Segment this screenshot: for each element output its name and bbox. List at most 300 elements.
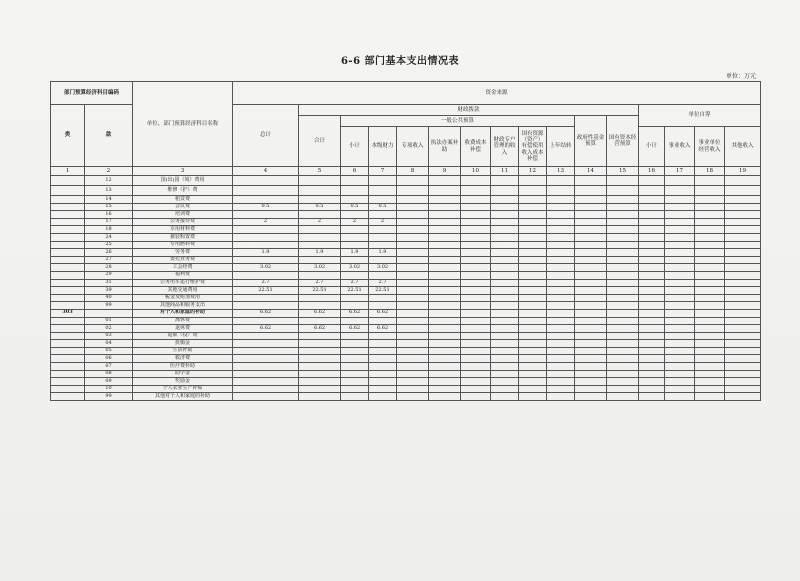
item-code-cell: 26 <box>85 249 133 257</box>
empty-cell <box>575 309 607 317</box>
unit-label: 单位：万元 <box>725 73 756 80</box>
empty-cell <box>725 325 761 333</box>
empty-cell <box>695 294 725 302</box>
empty-cell <box>429 332 461 340</box>
amount-cell: 2.7 <box>341 279 369 287</box>
empty-cell <box>429 363 461 371</box>
empty-cell <box>429 233 461 241</box>
empty-cell <box>695 385 725 393</box>
empty-cell <box>461 226 491 234</box>
empty-cell <box>547 249 575 257</box>
empty-cell <box>665 355 695 363</box>
item-name-cell: 生活补助 <box>133 347 233 355</box>
empty-cell <box>491 279 519 287</box>
empty-cell <box>547 332 575 340</box>
empty-cell <box>491 393 519 401</box>
amount-cell <box>299 340 341 348</box>
empty-cell <box>607 233 639 241</box>
table-row <box>51 233 761 241</box>
empty-cell <box>519 393 547 401</box>
empty-cell <box>639 241 665 249</box>
empty-cell <box>665 176 695 186</box>
empty-cell <box>575 294 607 302</box>
empty-cell <box>607 340 639 348</box>
empty-cell <box>397 211 429 219</box>
column-number: 5 <box>299 167 341 176</box>
amount-cell: 22.51 <box>233 287 299 295</box>
item-name-cell: 维修（护）费 <box>133 186 233 196</box>
empty-cell <box>725 271 761 279</box>
empty-cell <box>429 378 461 386</box>
amount-cell <box>341 186 369 196</box>
empty-cell <box>519 211 547 219</box>
empty-cell <box>547 325 575 333</box>
empty-cell <box>519 241 547 249</box>
empty-cell <box>429 393 461 401</box>
class-code-cell <box>51 271 85 279</box>
empty-cell <box>547 370 575 378</box>
amount-cell <box>341 196 369 204</box>
table-row <box>51 294 761 302</box>
empty-cell <box>639 256 665 264</box>
empty-cell <box>461 385 491 393</box>
empty-cell <box>491 264 519 272</box>
amount-cell <box>233 317 299 325</box>
empty-cell <box>607 249 639 257</box>
column-number: 8 <box>397 167 429 176</box>
item-code-cell: 40 <box>85 294 133 302</box>
header-biz-unit: 事业单位经营收入 <box>695 127 725 167</box>
empty-cell <box>607 287 639 295</box>
empty-cell <box>429 355 461 363</box>
empty-cell <box>461 294 491 302</box>
item-name-cell: 劳务费 <box>133 249 233 257</box>
header-state-capital: 国有资本经营预算 <box>607 116 639 167</box>
empty-cell <box>695 186 725 196</box>
empty-cell <box>547 393 575 401</box>
table-row <box>51 211 761 219</box>
empty-cell <box>665 317 695 325</box>
empty-cell <box>725 279 761 287</box>
empty-cell <box>491 233 519 241</box>
empty-cell <box>519 176 547 186</box>
item-name-cell: 租赁费 <box>133 196 233 204</box>
empty-cell <box>429 385 461 393</box>
empty-cell <box>695 325 725 333</box>
empty-cell <box>639 186 665 196</box>
column-number: 2 <box>85 167 133 176</box>
empty-cell <box>695 340 725 348</box>
item-code-cell: 28 <box>85 264 133 272</box>
empty-cell <box>397 256 429 264</box>
amount-cell: 2 <box>369 218 397 226</box>
empty-cell <box>491 241 519 249</box>
empty-cell <box>695 256 725 264</box>
amount-cell <box>299 332 341 340</box>
empty-cell <box>461 176 491 186</box>
amount-cell <box>233 347 299 355</box>
item-name-cell: 公务接待费 <box>133 218 233 226</box>
empty-cell <box>429 241 461 249</box>
empty-cell <box>429 302 461 310</box>
table-row <box>51 325 761 333</box>
empty-cell <box>547 378 575 386</box>
empty-cell <box>575 203 607 211</box>
empty-cell <box>725 186 761 196</box>
empty-cell <box>695 249 725 257</box>
amount-cell <box>369 393 397 401</box>
empty-cell <box>575 378 607 386</box>
empty-cell <box>547 317 575 325</box>
column-number: 16 <box>639 167 665 176</box>
empty-cell <box>397 302 429 310</box>
empty-cell <box>461 393 491 401</box>
empty-cell <box>547 309 575 317</box>
amount-cell: 3.02 <box>369 264 397 272</box>
empty-cell <box>547 340 575 348</box>
empty-cell <box>575 264 607 272</box>
empty-cell <box>491 340 519 348</box>
empty-cell <box>695 347 725 355</box>
empty-cell <box>461 279 491 287</box>
empty-cell <box>429 226 461 234</box>
empty-cell <box>429 325 461 333</box>
empty-cell <box>575 233 607 241</box>
amount-cell <box>233 363 299 371</box>
empty-cell <box>461 203 491 211</box>
amount-cell <box>341 271 369 279</box>
empty-cell <box>519 332 547 340</box>
item-code-cell: 05 <box>85 347 133 355</box>
empty-cell <box>519 385 547 393</box>
header-funding: 资金来源 <box>233 82 761 105</box>
empty-cell <box>547 302 575 310</box>
empty-cell <box>429 196 461 204</box>
empty-cell <box>665 218 695 226</box>
amount-cell: 6.62 <box>341 325 369 333</box>
empty-cell <box>639 317 665 325</box>
amount-cell <box>233 196 299 204</box>
column-number: 19 <box>725 167 761 176</box>
header-self-small: 小计 <box>639 127 665 167</box>
empty-cell <box>461 309 491 317</box>
class-code-cell <box>51 340 85 348</box>
amount-cell <box>369 340 397 348</box>
empty-cell <box>461 271 491 279</box>
amount-cell <box>369 378 397 386</box>
item-code-cell: 99 <box>85 393 133 401</box>
amount-cell <box>369 363 397 371</box>
empty-cell <box>397 203 429 211</box>
empty-cell <box>575 287 607 295</box>
empty-cell <box>607 218 639 226</box>
class-code-cell <box>51 325 85 333</box>
empty-cell <box>639 176 665 186</box>
empty-cell <box>547 233 575 241</box>
empty-cell <box>519 355 547 363</box>
empty-cell <box>725 203 761 211</box>
empty-cell <box>725 370 761 378</box>
amount-cell <box>299 271 341 279</box>
empty-cell <box>607 241 639 249</box>
empty-cell <box>397 241 429 249</box>
amount-cell <box>341 378 369 386</box>
header-item: 款 <box>85 105 133 167</box>
empty-cell <box>725 363 761 371</box>
empty-cell <box>397 363 429 371</box>
amount-cell <box>341 302 369 310</box>
empty-cell <box>639 355 665 363</box>
amount-cell <box>341 317 369 325</box>
amount-cell <box>369 347 397 355</box>
empty-cell <box>429 271 461 279</box>
empty-cell <box>397 233 429 241</box>
amount-cell <box>369 196 397 204</box>
header-general: 一般公共预算 <box>341 116 575 127</box>
empty-cell <box>639 249 665 257</box>
header-carryover: 上年结转 <box>547 127 575 167</box>
item-code-cell: 99 <box>85 302 133 310</box>
amount-cell <box>233 355 299 363</box>
empty-cell <box>665 279 695 287</box>
empty-cell <box>519 340 547 348</box>
class-code-cell <box>51 256 85 264</box>
header-special: 专项收入 <box>397 127 429 167</box>
empty-cell <box>725 317 761 325</box>
amount-cell <box>369 294 397 302</box>
empty-cell <box>639 309 665 317</box>
amount-cell <box>369 241 397 249</box>
empty-cell <box>397 279 429 287</box>
table-row <box>51 226 761 234</box>
empty-cell <box>429 340 461 348</box>
amount-cell <box>369 233 397 241</box>
empty-cell <box>397 226 429 234</box>
empty-cell <box>639 370 665 378</box>
table-row <box>51 355 761 363</box>
amount-cell <box>233 378 299 386</box>
empty-cell <box>429 211 461 219</box>
amount-cell <box>341 347 369 355</box>
empty-cell <box>429 264 461 272</box>
empty-cell <box>639 196 665 204</box>
item-name-cell: 对个人和家庭的补助 <box>133 309 233 317</box>
empty-cell <box>491 302 519 310</box>
item-name-cell: 其他对个人和家庭的补助 <box>133 393 233 401</box>
empty-cell <box>461 355 491 363</box>
class-code-cell <box>51 317 85 325</box>
empty-cell <box>575 196 607 204</box>
amount-cell <box>341 385 369 393</box>
empty-cell <box>575 176 607 186</box>
amount-cell <box>341 176 369 186</box>
empty-cell <box>695 176 725 186</box>
empty-cell <box>397 332 429 340</box>
empty-cell <box>607 317 639 325</box>
amount-cell <box>233 370 299 378</box>
column-number-row <box>51 167 761 176</box>
amount-cell: 22.51 <box>299 287 341 295</box>
table-row <box>51 287 761 295</box>
page-title: 6-6 部门基本支出情况表 <box>340 56 460 67</box>
empty-cell <box>429 370 461 378</box>
header-biz-income: 事业收入 <box>665 127 695 167</box>
item-code-cell: 14 <box>85 196 133 204</box>
amount-cell <box>341 211 369 219</box>
empty-cell <box>695 393 725 401</box>
header-self: 单位自筹 <box>639 105 761 127</box>
table-row <box>51 302 761 310</box>
empty-cell <box>461 325 491 333</box>
empty-cell <box>491 347 519 355</box>
amount-cell <box>369 226 397 234</box>
empty-cell <box>639 294 665 302</box>
empty-cell <box>491 378 519 386</box>
class-code-cell <box>51 302 85 310</box>
item-code-cell: 12 <box>85 176 133 186</box>
empty-cell <box>519 294 547 302</box>
empty-cell <box>397 249 429 257</box>
empty-cell <box>575 302 607 310</box>
empty-cell <box>695 241 725 249</box>
amount-cell <box>341 355 369 363</box>
empty-cell <box>725 355 761 363</box>
empty-cell <box>397 287 429 295</box>
empty-cell <box>695 317 725 325</box>
empty-cell <box>491 186 519 196</box>
empty-cell <box>639 340 665 348</box>
empty-cell <box>461 256 491 264</box>
empty-cell <box>519 370 547 378</box>
empty-cell <box>519 279 547 287</box>
amount-cell <box>233 271 299 279</box>
class-code-cell <box>51 363 85 371</box>
empty-cell <box>607 302 639 310</box>
empty-cell <box>639 332 665 340</box>
empty-cell <box>725 256 761 264</box>
empty-cell <box>547 176 575 186</box>
empty-cell <box>639 385 665 393</box>
empty-cell <box>665 203 695 211</box>
table-body <box>51 176 761 401</box>
column-number: 4 <box>233 167 299 176</box>
amount-cell <box>341 294 369 302</box>
empty-cell <box>639 271 665 279</box>
empty-cell <box>665 325 695 333</box>
item-code-cell: 04 <box>85 340 133 348</box>
class-code-cell <box>51 332 85 340</box>
empty-cell <box>695 378 725 386</box>
header-fines: 执法办案补助 <box>429 127 461 167</box>
amount-cell: 0.5 <box>341 203 369 211</box>
item-name-cell: 退休费 <box>133 325 233 333</box>
item-name-cell: 其他交通费用 <box>133 287 233 295</box>
class-code-cell <box>51 347 85 355</box>
amount-cell <box>233 226 299 234</box>
amount-cell: 3.02 <box>233 264 299 272</box>
empty-cell <box>519 347 547 355</box>
item-name-cell: 国(出)国（境）费用 <box>133 176 233 186</box>
empty-cell <box>695 302 725 310</box>
empty-cell <box>725 347 761 355</box>
header-fees: 收费成本补偿 <box>461 127 491 167</box>
amount-cell <box>233 393 299 401</box>
empty-cell <box>491 355 519 363</box>
header-econ-code: 部门预算经济科目编码 <box>51 82 133 105</box>
table-row <box>51 241 761 249</box>
empty-cell <box>547 211 575 219</box>
empty-cell <box>491 196 519 204</box>
empty-cell <box>665 186 695 196</box>
empty-cell <box>547 363 575 371</box>
header-small: 小计 <box>341 127 369 167</box>
table-row <box>51 203 761 211</box>
empty-cell <box>725 264 761 272</box>
empty-cell <box>639 211 665 219</box>
empty-cell <box>547 256 575 264</box>
column-number: 17 <box>665 167 695 176</box>
column-number: 18 <box>695 167 725 176</box>
amount-cell: 1.9 <box>233 249 299 257</box>
item-name-cell: 税金及附加费用 <box>133 294 233 302</box>
empty-cell <box>725 176 761 186</box>
table-row <box>51 186 761 196</box>
empty-cell <box>607 385 639 393</box>
empty-cell <box>695 309 725 317</box>
empty-cell <box>519 363 547 371</box>
amount-cell <box>299 176 341 186</box>
amount-cell: 3.02 <box>341 264 369 272</box>
empty-cell <box>491 385 519 393</box>
empty-cell <box>725 309 761 317</box>
empty-cell <box>491 203 519 211</box>
amount-cell <box>299 241 341 249</box>
empty-cell <box>639 378 665 386</box>
empty-cell <box>491 294 519 302</box>
empty-cell <box>607 294 639 302</box>
amount-cell <box>299 233 341 241</box>
empty-cell <box>429 309 461 317</box>
empty-cell <box>725 332 761 340</box>
item-name-cell: 培训费 <box>133 211 233 219</box>
empty-cell <box>491 325 519 333</box>
empty-cell <box>397 340 429 348</box>
empty-cell <box>397 355 429 363</box>
header-name: 单位、部门预算经济科目名称 <box>133 82 233 167</box>
class-code-cell <box>51 186 85 196</box>
empty-cell <box>575 340 607 348</box>
amount-cell <box>369 302 397 310</box>
empty-cell <box>575 317 607 325</box>
empty-cell <box>491 226 519 234</box>
empty-cell <box>429 347 461 355</box>
empty-cell <box>725 287 761 295</box>
item-name-cell: 专用材料费 <box>133 226 233 234</box>
empty-cell <box>607 279 639 287</box>
empty-cell <box>461 347 491 355</box>
amount-cell: 2.7 <box>233 279 299 287</box>
empty-cell <box>429 279 461 287</box>
amount-cell: 6.62 <box>369 309 397 317</box>
amount-cell <box>233 211 299 219</box>
amount-cell: 22.51 <box>341 287 369 295</box>
empty-cell <box>639 325 665 333</box>
item-name-cell: 抚恤金 <box>133 340 233 348</box>
empty-cell <box>397 186 429 196</box>
column-number: 15 <box>607 167 639 176</box>
table-row <box>51 393 761 401</box>
amount-cell: 6.62 <box>299 309 341 317</box>
